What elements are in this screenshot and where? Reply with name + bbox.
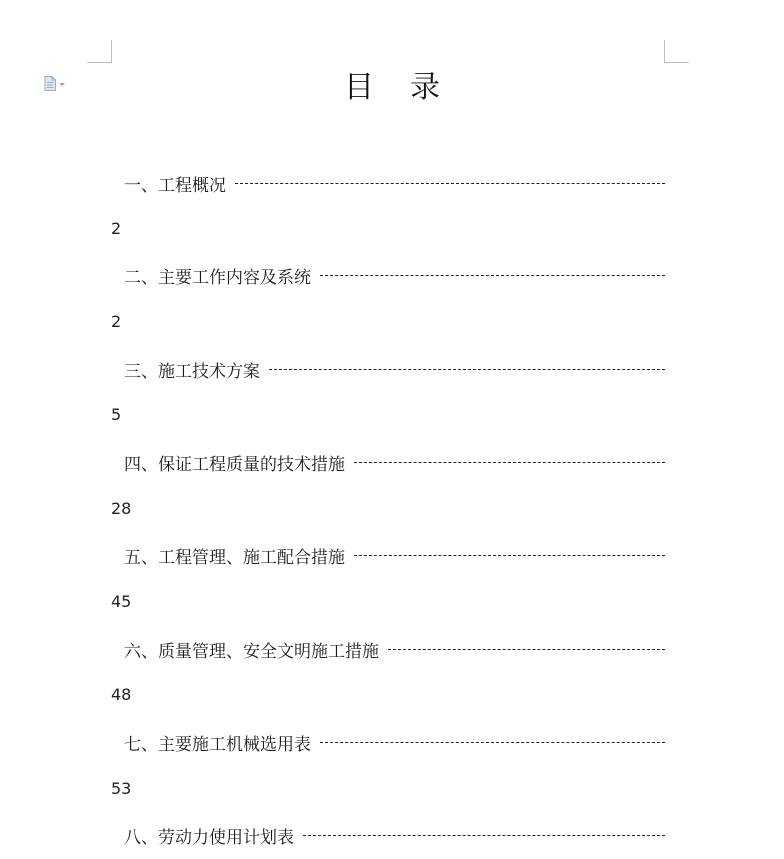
- title-char-1: 目: [344, 70, 374, 105]
- toc-entry[interactable]: [124, 543, 665, 567]
- toc-entry[interactable]: [124, 637, 665, 661]
- toc-leader: [354, 555, 665, 556]
- toc-entry-label: 八、劳动力使用计划表: [124, 827, 294, 848]
- toc-leader: [320, 742, 665, 743]
- toc-entry[interactable]: [124, 450, 665, 474]
- toc-entry[interactable]: [124, 263, 665, 287]
- crop-mark-top-right: [664, 40, 689, 63]
- toc-page-number: 45: [111, 592, 132, 611]
- toc-entry-label: 一、工程概况: [124, 175, 226, 196]
- toc-page-number: 5: [111, 405, 122, 424]
- toc-entry-label: 二、主要工作内容及系统: [124, 267, 311, 288]
- title-char-2: 录: [410, 70, 440, 105]
- toc-leader: [303, 835, 665, 836]
- toc-entry-label: 四、保证工程质量的技术措施: [124, 454, 345, 475]
- crop-mark-top-left: [87, 40, 112, 63]
- toc-leader: [388, 649, 665, 650]
- toc-page-number: 2: [111, 219, 122, 238]
- toc-leader: [269, 369, 665, 370]
- toc-entry[interactable]: [124, 823, 665, 847]
- toc-leader: [235, 183, 665, 184]
- toc-leader: [320, 275, 665, 276]
- toc-entry[interactable]: [124, 357, 665, 381]
- toc-entry-label: 三、施工技术方案: [124, 361, 260, 382]
- toc-entry[interactable]: [124, 730, 665, 754]
- toc-leader: [354, 462, 665, 463]
- toc-entry-label: 六、质量管理、安全文明施工措施: [124, 641, 379, 662]
- toc-page-number: 28: [111, 499, 132, 518]
- toc-page-number: 48: [111, 685, 132, 704]
- toc-entry-label: 五、工程管理、施工配合措施: [124, 547, 345, 568]
- toc-page-number: 53: [111, 779, 132, 798]
- page-title: [0, 62, 784, 106]
- toc-entry-label: 七、主要施工机械选用表: [124, 734, 311, 755]
- toc-entry[interactable]: [124, 171, 665, 195]
- toc-page-number: 2: [111, 312, 122, 331]
